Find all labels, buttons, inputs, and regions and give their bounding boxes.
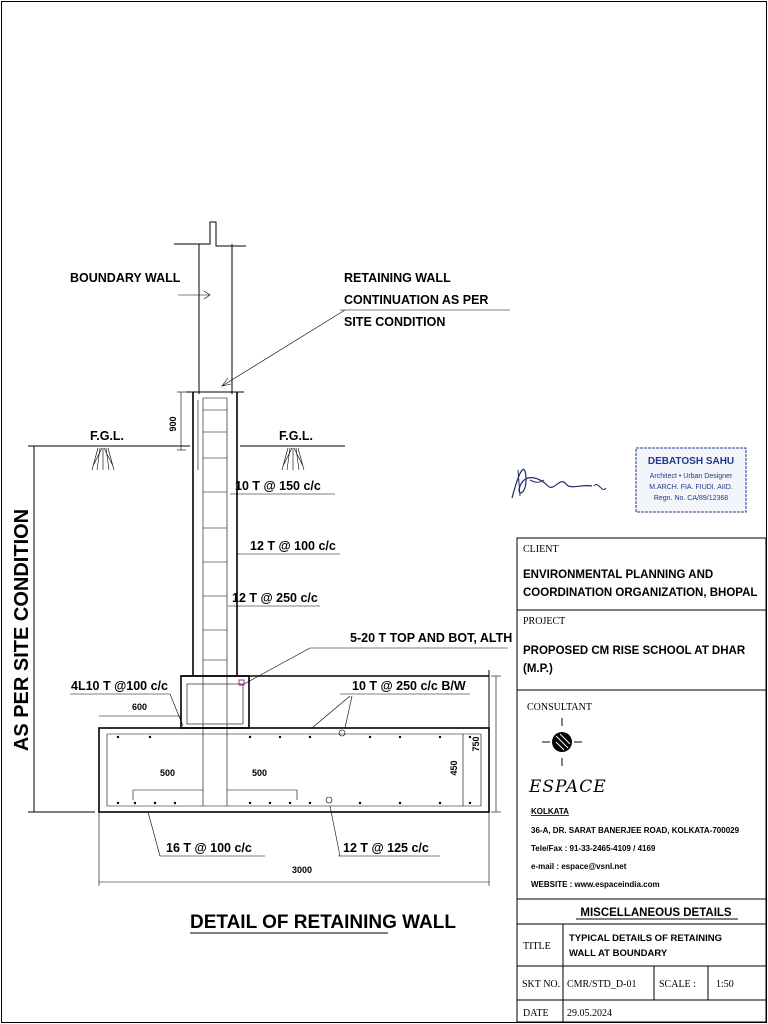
rebar-label-6: 10 T @ 250 c/c B/W bbox=[352, 679, 466, 693]
drawing-title: DETAIL OF RETAINING WALL bbox=[190, 912, 456, 933]
client-line1: ENVIRONMENTAL PLANNING AND bbox=[523, 569, 714, 581]
title-line1: TYPICAL DETAILS OF RETAINING bbox=[569, 933, 723, 944]
consultant-email: e-mail : espace@vsnl.net bbox=[531, 862, 627, 871]
skt-value: CMR/STD_D-01 bbox=[567, 979, 637, 990]
project-line2: (M.P.) bbox=[523, 663, 553, 675]
rebar-leader-5 bbox=[70, 694, 183, 726]
site-condition-dimension bbox=[28, 446, 95, 812]
dim-450: 450 bbox=[449, 760, 459, 776]
date-label: DATE bbox=[523, 1008, 549, 1019]
consultant-phone: Tele/Fax : 91-33-2465-4109 / 4169 bbox=[531, 844, 656, 853]
stamp-line3: Regn. No. CA/89/12368 bbox=[653, 495, 729, 502]
dim-750: 750 bbox=[471, 736, 481, 752]
rebar-label-3: 12 T @ 250 c/c bbox=[232, 591, 318, 605]
consultant-label: CONSULTANT bbox=[527, 702, 592, 713]
boundary-wall-graphic bbox=[174, 222, 246, 394]
client-line2: COORDINATION ORGANIZATION, BHOPAL bbox=[523, 587, 758, 599]
title-line2: WALL AT BOUNDARY bbox=[569, 948, 668, 959]
stamp-line2: M.ARCH. FIA. FIUDI. AIID. bbox=[649, 484, 733, 491]
signature bbox=[512, 469, 606, 498]
stamp-name: DEBATOSH SAHU bbox=[647, 456, 735, 467]
date-value: 29.05.2024 bbox=[567, 1008, 612, 1019]
section-title: MISCELLANEOUS DETAILS bbox=[580, 907, 732, 919]
espace-logo-icon bbox=[542, 718, 582, 766]
dim-500-left: 500 bbox=[160, 768, 176, 778]
dim-900: 900 bbox=[168, 416, 178, 432]
stamp-line1: Architect • Urban Designer bbox=[649, 473, 733, 480]
consultant-address: 36-A, DR. SARAT BANERJEE ROAD, KOLKATA-700029 bbox=[531, 826, 740, 835]
retaining-label-line3: SITE CONDITION bbox=[344, 315, 446, 329]
fgl-left-label: F.G.L. bbox=[90, 429, 125, 443]
client-label: CLIENT bbox=[523, 544, 559, 555]
consultant-brand: ESPACE bbox=[529, 777, 607, 797]
rebar-label-4: 5-20 T TOP AND BOT, ALTH bbox=[350, 631, 513, 645]
dim-600: 600 bbox=[132, 702, 148, 712]
architect-stamp bbox=[636, 448, 746, 512]
consultant-city: KOLKATA bbox=[531, 807, 569, 816]
project-line1: PROPOSED CM RISE SCHOOL AT DHAR bbox=[523, 645, 746, 657]
dim-500-right: 500 bbox=[252, 768, 268, 778]
ground-line bbox=[28, 446, 345, 470]
retaining-label-line2: CONTINUATION AS PER bbox=[344, 293, 489, 307]
fgl-right-label: F.G.L. bbox=[279, 429, 314, 443]
rebar-label-8: 12 T @ 125 c/c bbox=[343, 841, 429, 855]
dim-3000: 3000 bbox=[292, 865, 313, 875]
rebar-leader-6 bbox=[312, 694, 470, 728]
scale-label: SCALE : bbox=[659, 979, 696, 990]
rebar-label-5: 4L10 T @100 c/c bbox=[71, 679, 168, 693]
skt-label: SKT NO. bbox=[522, 979, 561, 990]
rebar-label-2: 12 T @ 100 c/c bbox=[250, 539, 336, 553]
project-label: PROJECT bbox=[523, 616, 566, 627]
rebar-label-1: 10 T @ 150 c/c bbox=[235, 479, 321, 493]
retaining-label-line1: RETAINING WALL bbox=[344, 271, 451, 285]
consultant-website: WEBSITE : www.espaceindia.com bbox=[531, 880, 660, 889]
rebar-label-7: 16 T @ 100 c/c bbox=[166, 841, 252, 855]
title-label: TITLE bbox=[523, 941, 551, 952]
boundary-wall-label: BOUNDARY WALL bbox=[70, 271, 181, 285]
scale-value: 1:50 bbox=[716, 979, 734, 990]
as-per-site-condition-label: AS PER SITE CONDITION bbox=[11, 508, 33, 752]
